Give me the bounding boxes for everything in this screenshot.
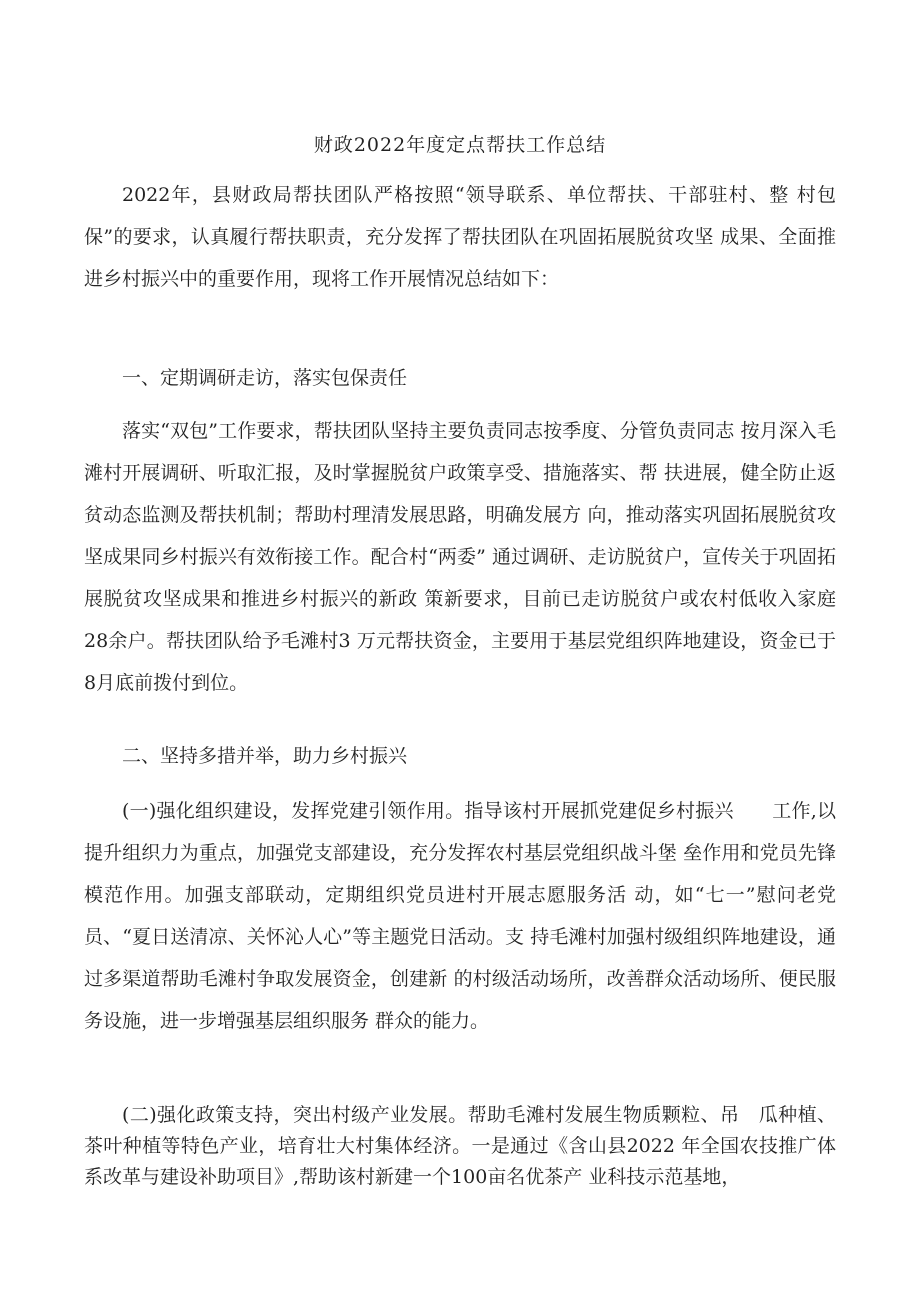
section-2-heading: 二、坚持多措并举，助力乡村振兴	[122, 745, 408, 767]
document-title: 财政2022年度定点帮扶工作总结	[313, 134, 607, 156]
section-2-item-2: (二)强化政策支持，突出村级产业发展。帮助毛滩村发展生物质颗粒、吊 瓜种植、茶叶种植等特色产业，培育壮大村集体经济。一是通过《含山县2022 年全国农技推广体系改革与建设补助项目》,帮助该村新建一个100亩名优茶产 业科技示范基地，	[84, 1104, 836, 1188]
section-2-item-1: (一)强化组织建设，发挥党建引领作用。指导该村开展抓党建促乡村振兴 工作,以提升组织力为重点，加强党支部建设，充分发挥农村基层党组织战斗堡 垒作用和党员先锋模范作用。加强支部联动，定期组织党员进村开展志愿服务活 动，如“七一”慰问老党员、“夏日送清凉、关怀沁人心”等主题党日活动。支 持毛滩村加强村级组织阵地建设，通过多渠道帮助毛滩村争取发展资金，创建新 的村级活动场所，改善群众活动场所、便民服务设施，进一步增强基层组织服务 群众的能力。	[84, 800, 836, 1032]
intro-paragraph: 2022年，县财政局帮扶团队严格按照“领导联系、单位帮扶、干部驻村、整 村包保”的要求，认真履行帮扶职责，充分发挥了帮扶团队在巩固拓展脱贫攻坚 成果、全面推进乡村振兴中的重要作用，现将工作开展情况总结如下：	[84, 184, 836, 290]
section-1-heading: 一、定期调研走访，落实包保责任	[122, 367, 408, 389]
section-1-body: 落实“双包”工作要求，帮扶团队坚持主要负责同志按季度、分管负责同志 按月深入毛滩村开展调研、听取汇报，及时掌握脱贫户政策享受、措施落实、帮 扶进展，健全防止返贫动态监测及帮扶机制；帮助村理清发展思路，明确发展方 向，推动落实巩固拓展脱贫攻坚成果同乡村振兴有效衔接工作。配合村“两委” 通过调研、走访脱贫户，宣传关于巩固拓展脱贫攻坚成果和推进乡村振兴的新政 策新要求，目前已走访脱贫户或农村低收入家庭28余户。帮扶团队给予毛滩村3 万元帮扶资金，主要用于基层党组织阵地建设，资金已于8月底前拨付到位。	[84, 420, 836, 694]
